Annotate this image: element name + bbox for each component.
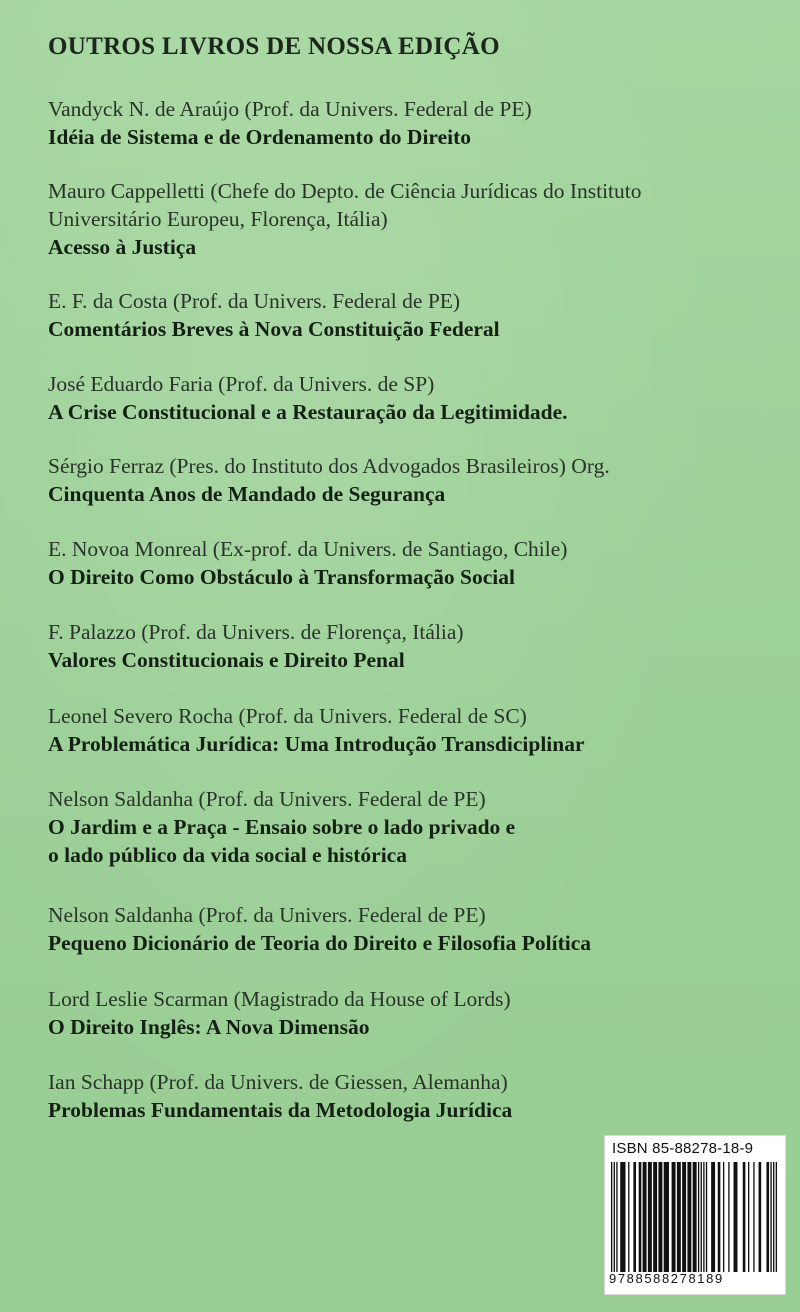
- barcode-bar: [653, 1162, 657, 1272]
- barcode-bar: [611, 1162, 612, 1272]
- section-heading: OUTROS LIVROS DE NOSSA EDIÇÃO: [48, 33, 500, 60]
- book-entry: [48, 702, 778, 758]
- book-title: Comentários Breves à Nova Constituição Federal: [48, 317, 500, 341]
- barcode-bar: [664, 1162, 669, 1272]
- barcode-bar: [773, 1162, 774, 1272]
- book-title: Cinquenta Anos de Mandado de Segurança: [48, 482, 446, 506]
- book-title: O Direito Como Obstáculo à Transformação Social: [48, 565, 515, 589]
- book-author: E. F. da Costa (Prof. da Univers. Federal de PE): [48, 289, 461, 313]
- book-author: Sérgio Ferraz (Pres. do Instituto dos Advogados Brasileiros) Org.: [48, 454, 610, 478]
- book-title: A Crise Constitucional e a Restauração da Legitimidade.: [48, 400, 568, 424]
- barcode-bars: [609, 1162, 779, 1272]
- barcode-bar: [639, 1162, 642, 1272]
- book-author: Nelson Saldanha (Prof. da Univers. Federal de PE): [48, 787, 486, 811]
- barcode-bar: [614, 1162, 615, 1272]
- isbn-barcode: [604, 1135, 786, 1295]
- book-title: Valores Constitucionais e Direito Penal: [48, 648, 405, 672]
- book-entry: [48, 985, 778, 1041]
- book-entry: [48, 535, 778, 591]
- isbn-label: ISBN 85-88278-18-9: [612, 1140, 754, 1157]
- barcode-bar: [770, 1162, 771, 1272]
- book-author: Mauro Cappelletti (Chefe do Depto. de Ciência Jurídicas do Instituto Universitário Europeu, Florença, Itália): [48, 179, 642, 231]
- book-author: Lord Leslie Scarman (Magistrado da House of Lords): [48, 987, 511, 1011]
- book-title: O Direito Inglês: A Nova Dimensão: [48, 1015, 370, 1039]
- barcode-bar: [776, 1162, 777, 1272]
- barcode-bar: [711, 1162, 715, 1272]
- barcode-bar: [643, 1162, 647, 1272]
- book-title: Idéia de Sistema e de Ordenamento do Direito: [48, 125, 471, 149]
- barcode-bar: [748, 1162, 749, 1272]
- barcode-bar: [703, 1162, 704, 1272]
- book-entry: [48, 177, 778, 261]
- book-entry: [48, 95, 778, 151]
- book-title: Pequeno Dicionário de Teoria do Direito e Filosofia Política: [48, 931, 592, 955]
- barcode-bar: [698, 1162, 699, 1272]
- book-title: A Problemática Jurídica: Uma Introdução Transdiciplinar: [48, 732, 585, 756]
- book-entry: [48, 287, 778, 343]
- barcode-bar: [677, 1162, 681, 1272]
- book-title: O Jardim e a Praça - Ensaio sobre o lado privado e o lado público da vida social e histórica: [48, 815, 516, 867]
- barcode-bar: [766, 1162, 769, 1272]
- barcode-bar: [633, 1162, 636, 1272]
- book-author: Leonel Severo Rocha (Prof. da Univers. Federal de SC): [48, 704, 527, 728]
- book-author: Vandyck N. de Araújo (Prof. da Univers. Federal de PE): [48, 97, 532, 121]
- barcode-bar: [648, 1162, 652, 1272]
- barcode-bar: [672, 1162, 676, 1272]
- barcode-bar: [658, 1162, 662, 1272]
- barcode-bar: [706, 1162, 707, 1272]
- book-entry: [48, 1068, 778, 1124]
- book-entry: [48, 370, 778, 426]
- barcode-bar: [620, 1162, 625, 1272]
- book-author: José Eduardo Faria (Prof. da Univers. de SP): [48, 372, 435, 396]
- barcode-bar: [687, 1162, 691, 1272]
- book-entry: [48, 618, 778, 674]
- book-entry: [48, 901, 778, 957]
- barcode-bar: [701, 1162, 702, 1272]
- book-title: Acesso à Justiça: [48, 235, 197, 259]
- book-entry: [48, 785, 778, 869]
- barcode-bar: [693, 1162, 697, 1272]
- barcode-bar: [628, 1162, 629, 1272]
- book-author: Nelson Saldanha (Prof. da Univers. Federal de PE): [48, 903, 486, 927]
- barcode-bar: [759, 1162, 762, 1272]
- book-author: F. Palazzo (Prof. da Univers. de Florença, Itália): [48, 620, 464, 644]
- barcode-bar: [682, 1162, 686, 1272]
- barcode-bar: [718, 1162, 721, 1272]
- barcode-bar: [753, 1162, 754, 1272]
- book-author: Ian Schapp (Prof. da Univers. de Giessen, Alemanha): [48, 1070, 508, 1094]
- barcode-bar: [723, 1162, 724, 1272]
- barcode-bar: [616, 1162, 617, 1272]
- barcode-bar: [728, 1162, 729, 1272]
- book-title: Problemas Fundamentais da Metodologia Jurídica: [48, 1098, 513, 1122]
- barcode-bar: [743, 1162, 746, 1272]
- book-entry: [48, 452, 778, 508]
- book-author: E. Novoa Monreal (Ex-prof. da Univers. de Santiago, Chile): [48, 537, 568, 561]
- barcode-bar: [734, 1162, 738, 1272]
- ean-digits: 9788588278189: [609, 1271, 724, 1286]
